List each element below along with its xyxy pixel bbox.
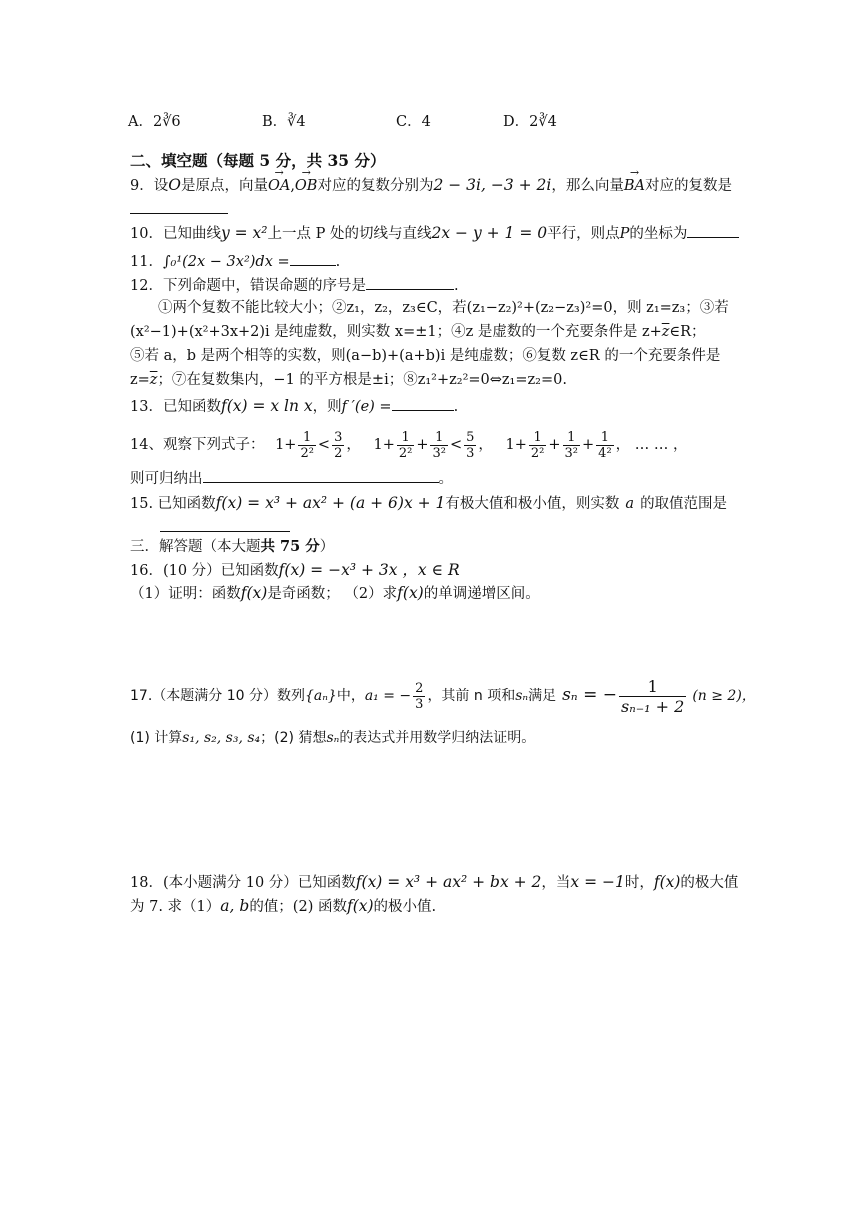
q17-partial-sums: s₁, s₂, s₃, s₄ <box>182 730 261 746</box>
q15-a: a <box>625 496 635 512</box>
q16-text: 16．(10 分）已知函数 <box>130 563 279 579</box>
q17-recurrence-frac <box>619 677 686 716</box>
q12-conjugate-z: $\overline{z}$ <box>149 372 158 388</box>
q15-answer-blank <box>160 531 290 532</box>
section-3-title <box>130 537 334 557</box>
q12-text: ；⑦在复数集内，−1 的平方根是±i；⑧z₁²+z₂²=0⇔z₁=z₂=0. <box>157 372 567 388</box>
question-14: 14、观察下列式子： 1+ $\frac{1}{\text{2²}}$ < $\frac{3}{2}$ ， 1+ $\frac{1}{\text{2²}}$ + $\frac{1}{\text{3²}}$ < $\frac{5}{3}$ ， 1+ $\frac{1}{\text{2²}}$ + $\frac{1}{\text{3²}}$ + $\frac{1}{\text{4²}}$ ， … … ， <box>130 429 688 461</box>
q16-function: f(x) = −x³ + 3x ，x ∈ R <box>278 561 460 579</box>
q17-text: ；(2) 猜想 <box>260 730 327 746</box>
q14-expr3-frac3 <box>596 430 613 461</box>
q14-frac-num: 5 <box>466 429 475 445</box>
option-c: C．4 <box>396 114 431 130</box>
q17-text: 满足 <box>528 688 557 704</box>
q12-conjugate-z: $\overline{z}$ <box>661 324 670 340</box>
q14-frac-den: 2² <box>398 445 413 461</box>
q17-text: 17.（本题满分 10 分）数列 <box>130 688 305 704</box>
q13-derivative: f ′(e) = <box>341 399 392 415</box>
q15-text: 的取值范围是 <box>640 496 728 512</box>
option-a: A．2∛6 <box>128 114 181 130</box>
q17-a1-frac <box>413 681 425 712</box>
q17-frac-den: 3 <box>415 696 424 712</box>
q12-line-2 <box>130 322 706 342</box>
q17-frac-num: 1 <box>619 677 686 697</box>
q12-text: 12．下列命题中，错误命题的序号是 <box>130 278 366 294</box>
q14-expr2-one: 1+ <box>373 437 395 453</box>
q9-answer-blank <box>130 213 228 214</box>
section-2-title: 二、填空题（每题 5 分，共 35 分） <box>130 151 386 170</box>
q9-vector-ba: → BA <box>624 176 645 196</box>
q17-sn-formula: sₙ = − <box>562 685 617 705</box>
q12-line-4 <box>130 370 567 390</box>
q14-frac-num: 1 <box>529 430 546 446</box>
q9-text: 对应的复数是 <box>645 178 732 194</box>
q14-plus: + <box>582 437 595 453</box>
q9-vector-oa: → OA <box>268 176 290 196</box>
q17-frac-den: sₙ₋₁ + 2 <box>621 696 685 716</box>
q18-ab: a, b <box>220 897 250 915</box>
q14-expr3-frac1 <box>529 430 546 461</box>
section-3-text: 三．解答题（本大题 <box>130 539 261 555</box>
q16-fx: f(x) <box>240 584 268 602</box>
q18-text: 的极大值 <box>680 875 739 891</box>
q14-expr1-one: 1+ <box>275 437 297 453</box>
q14-frac-den: 2² <box>300 445 314 461</box>
q14-expr2-rhs <box>464 430 476 461</box>
q12-line-3: ⑤若 a，b 是两个相等的实数，则(a−b)+(a+b)i 是纯虚数；⑥复数 z∈R 的一个充要条件是 <box>130 348 721 364</box>
q14-frac-num: 1 <box>298 430 315 446</box>
q14-expr3-one: 1+ <box>505 437 527 453</box>
question-10 <box>130 223 739 244</box>
q15-function: f(x) = x³ + ax² + (a + 6)x + 1 <box>215 494 446 512</box>
question-15 <box>130 493 727 514</box>
q9-text: 9．设 <box>130 178 169 194</box>
q14-frac-den: 3 <box>466 445 475 461</box>
q16-text: 的单调递增区间。 <box>423 586 540 602</box>
q11-answer-blank <box>290 251 336 266</box>
q14-frac-num: 1 <box>430 430 447 446</box>
q18-text: 为 7. 求（1） <box>130 899 221 915</box>
section-3-text: ） <box>319 539 335 555</box>
q16-fx: f(x) <box>397 584 424 602</box>
q14-answer-blank <box>203 468 439 483</box>
q12-text: ∈R； <box>669 324 706 340</box>
question-17 <box>130 672 756 718</box>
q14-frac-den: 2² <box>530 445 545 461</box>
q9-text: 对应的复数分别为 <box>317 178 434 194</box>
q14-less-than: < <box>317 437 331 453</box>
q13-answer-blank <box>392 396 454 411</box>
q18-text: ，当 <box>541 875 571 891</box>
q10-text: 上一点 P 处的切线与直线 <box>267 226 432 242</box>
q14-frac-num: 3 <box>334 429 343 445</box>
q14-ellipsis: ， … … ， <box>615 437 688 453</box>
question-13 <box>130 396 458 417</box>
q15-text: 15. 已知函数 <box>130 496 216 512</box>
q11-integral: ∫₀¹(2x − 3x²)dx = <box>162 254 290 270</box>
q14-expr2-frac1 <box>397 430 414 461</box>
q18-text: 的值；(2) 函数 <box>249 899 347 915</box>
q17-text: 中， <box>336 688 365 704</box>
q14-text: 则可归纳出 <box>130 471 203 487</box>
q15-text: 有极大值和极小值，则实数 <box>445 496 620 512</box>
q14-expr3-frac2 <box>563 430 580 461</box>
q17-a1: a₁ = − <box>364 688 412 704</box>
q17-sequence: {aₙ} <box>304 688 337 704</box>
option-b: B．∛4 <box>262 114 306 130</box>
q10-point: P <box>619 226 630 242</box>
q17-text: (1) 计算 <box>130 730 183 746</box>
q10-text: 的坐标为 <box>629 226 688 242</box>
q14-lead: 14、观察下列式子： <box>130 437 265 453</box>
q18-text: 时， <box>624 875 654 891</box>
q14-plus: + <box>416 437 429 453</box>
question-18 <box>130 872 738 893</box>
q12-text: (x²−1)+(x²+3x+2)i 是纯虚数，则实数 x=±1；④z 是虚数的一个充要条件是 z+ <box>130 324 662 340</box>
q17-text: 的表达式并用数学归纳法证明。 <box>339 730 536 746</box>
question-11: 11．∫₀¹(2x − 3x²)dx = . <box>130 251 340 272</box>
q16-text: （1）证明：函数 <box>130 586 241 602</box>
q10-curve: y = x² <box>220 224 268 242</box>
option-d: D．2∛4 <box>503 114 557 130</box>
q10-answer-blank <box>687 223 739 238</box>
q18-text: 的极小值. <box>373 899 437 915</box>
q9-o: O <box>168 176 181 194</box>
q18-x-value: x = −1 <box>570 873 625 891</box>
q9-text: 是原点，向量 <box>180 178 268 194</box>
section-3-points: 共 75 分 <box>260 538 320 555</box>
q18-function: f(x) = x³ + ax² + bx + 2 <box>355 873 542 891</box>
q9-comma: , <box>290 178 295 194</box>
question-9 <box>130 175 732 196</box>
question-12-head: 12．下列命题中，错误命题的序号是 . <box>130 275 459 296</box>
q14-frac-num: 1 <box>397 430 414 446</box>
q11-label: 11． <box>130 254 163 270</box>
q14-frac-num: 1 <box>563 430 580 446</box>
q17-sn: sₙ <box>326 730 340 746</box>
q13-text: 13．已知函数 <box>130 399 221 415</box>
q9-vector-ob: → OB <box>295 176 318 196</box>
q13-text: ，则 <box>312 399 342 415</box>
q14-frac-den: 2 <box>334 445 343 461</box>
q14-frac-den: 3² <box>564 445 579 461</box>
q14-frac-den: 4² <box>598 445 612 461</box>
q16-text: 是奇函数； （2）求 <box>267 586 398 602</box>
q9-text: ，那么向量 <box>551 178 624 194</box>
q18-text: 18．(本小题满分 10 分）已知函数 <box>130 875 356 891</box>
q14-plus: + <box>548 437 561 453</box>
q18-fx: f(x) <box>346 897 374 915</box>
q17-text: ，其前 n 项和 <box>427 688 516 704</box>
q18-line-2 <box>130 896 436 917</box>
q10-line: 2x − y + 1 = 0 <box>431 224 548 242</box>
q14-line-2: 则可归纳出 。 <box>130 468 453 489</box>
q17-sn: sₙ <box>515 688 529 704</box>
q12-answer-blank <box>366 275 454 290</box>
q13-period: . <box>453 399 459 415</box>
q13-function: f(x) = x ln x <box>220 397 313 415</box>
q17-frac-num: 2 <box>415 680 424 696</box>
q12-text: z= <box>130 372 150 388</box>
q10-text: 10．已知曲线 <box>130 226 221 242</box>
q14-frac-num: 1 <box>596 430 613 446</box>
q18-fx: f(x) <box>653 873 681 891</box>
q14-frac-den: 3² <box>432 445 446 461</box>
q9-complex-numbers: 2 − 3i, −3 + 2i <box>433 176 552 194</box>
q10-text: 平行，则点 <box>547 226 620 242</box>
q17-condition: (n ≥ 2)， <box>692 688 756 704</box>
q12-line-1: ①两个复数不能比较大小；②z₁，z₂，z₃∈C，若(z₁−z₂)²+(z₂−z₃)²=0，则 z₁=z₃；③若 <box>158 300 729 316</box>
q17-line-2 <box>130 728 535 748</box>
q14-expr1-frac <box>298 430 315 461</box>
q14-expr2-frac2 <box>430 430 447 461</box>
q14-less-than: < <box>449 437 463 453</box>
question-16 <box>130 560 460 581</box>
q16-line-2 <box>130 583 540 604</box>
q14-expr1-rhs <box>332 430 344 461</box>
